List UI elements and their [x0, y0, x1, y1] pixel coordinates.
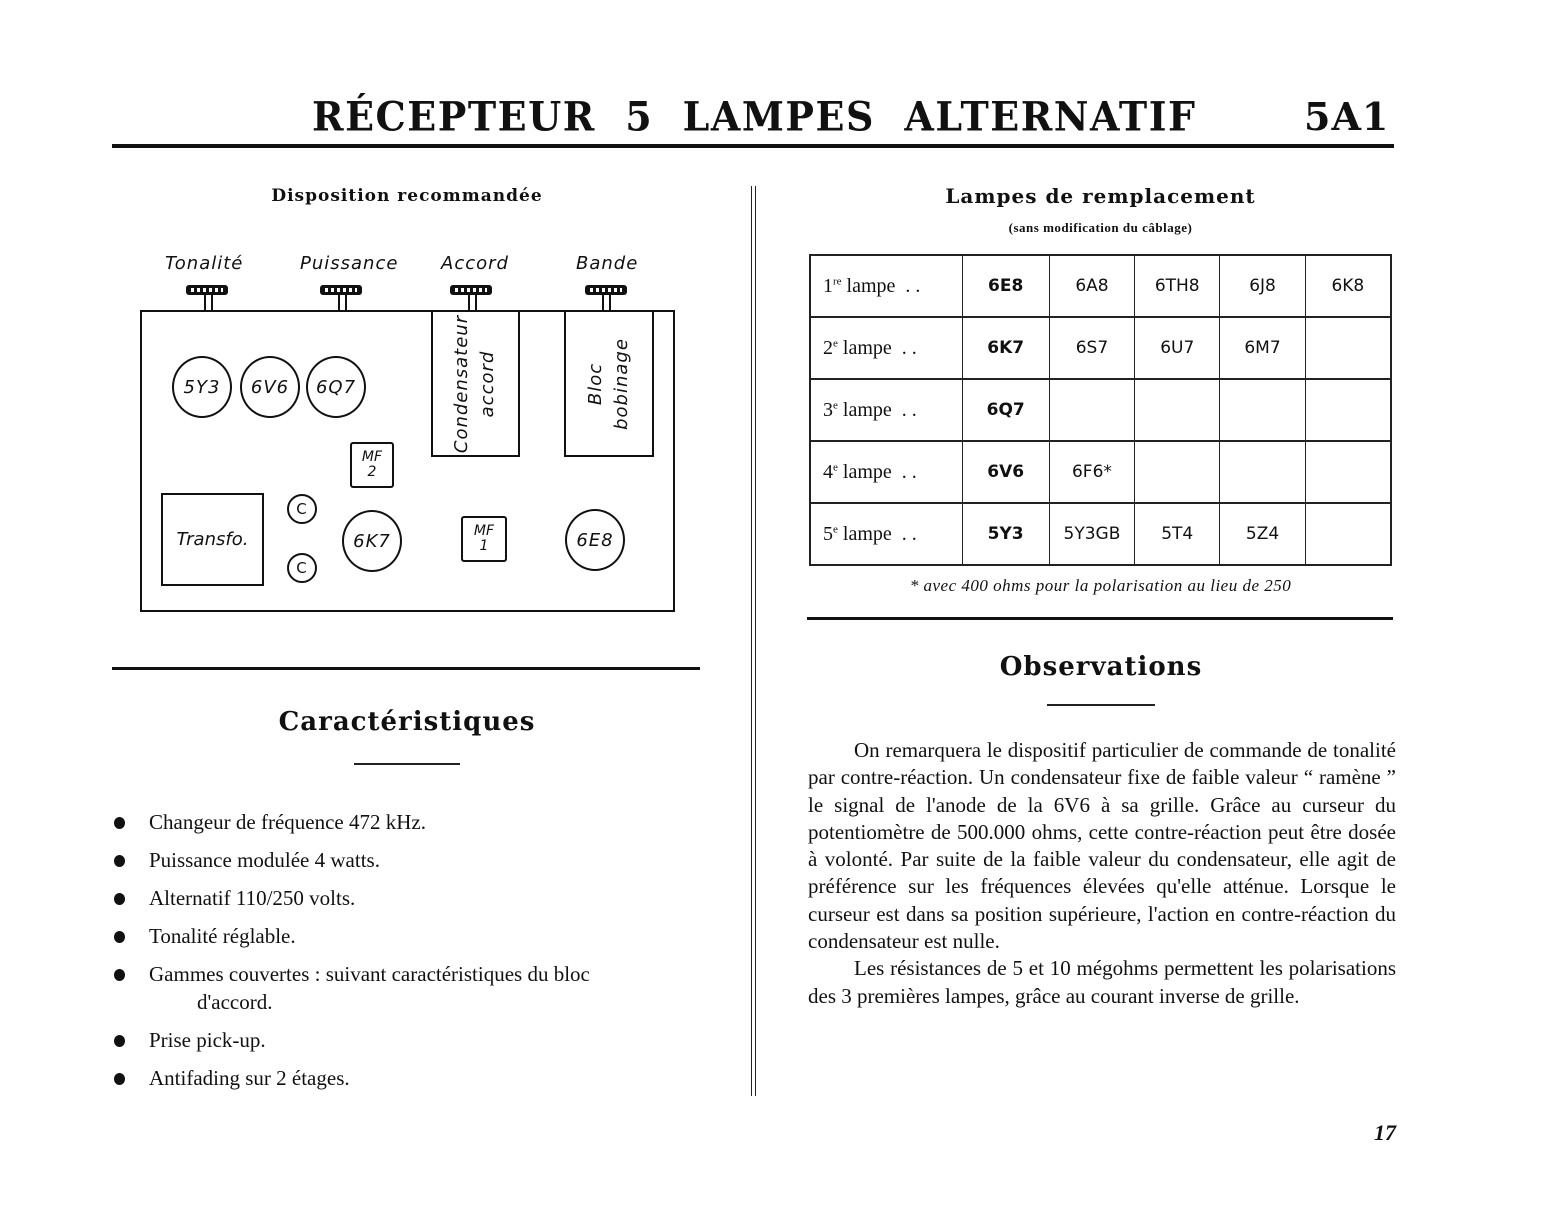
- list-item: [112, 960, 712, 1016]
- alternative-tube: [1220, 441, 1305, 503]
- page-number: 17: [1374, 1120, 1396, 1145]
- row-label: [810, 503, 962, 565]
- coil-label-2: bobinage: [611, 337, 632, 430]
- item-text-continued: d'accord.: [197, 990, 273, 1014]
- item-text: Tonalité réglable.: [149, 924, 296, 948]
- alternative-tube: 5Z4: [1220, 503, 1305, 565]
- observations-body: [808, 737, 1396, 1010]
- knob-shaft: [338, 295, 347, 310]
- page-title: RÉCEPTEUR 5 LAMPES ALTERNATIF: [312, 92, 1197, 141]
- coil-label-1: Bloc: [585, 362, 606, 405]
- row-label: [810, 441, 962, 503]
- list-item: [112, 808, 712, 836]
- mf1-label: MF: [473, 523, 495, 539]
- ordinal-suffix: e: [833, 460, 838, 473]
- knob-tonalite-icon: [186, 285, 228, 295]
- capacitor-2: C: [287, 553, 317, 583]
- knob-shaft: [602, 295, 611, 310]
- alternative-tube: [1135, 379, 1220, 441]
- bullet-icon: [114, 1035, 125, 1047]
- knob-shaft: [468, 295, 477, 310]
- condenser-label-1: Condensateur: [451, 314, 473, 453]
- primary-tube: 6E8: [962, 255, 1049, 317]
- bullet-icon: [114, 1073, 125, 1085]
- alternative-tube: 6A8: [1049, 255, 1134, 317]
- item-text: Puissance modulée 4 watts.: [149, 848, 380, 872]
- condenser-block: [431, 310, 520, 457]
- bullet-icon: [114, 931, 125, 943]
- item-text: Gammes couvertes : suivant caractéristiques du bloc: [149, 962, 590, 986]
- alternative-tube: 5Y3GB: [1049, 503, 1134, 565]
- bullet-icon: [114, 893, 125, 905]
- if-transformer-1: [461, 516, 507, 562]
- ordinal: 3: [823, 398, 833, 421]
- item-text: Antifading sur 2 étages.: [149, 1066, 350, 1090]
- alternative-tube: [1305, 503, 1391, 565]
- lamp-label: lampe . .: [837, 336, 917, 359]
- table-row: [810, 317, 1391, 379]
- alternative-tube: 5T4: [1135, 503, 1220, 565]
- list-item: [112, 884, 712, 912]
- table-row: [810, 503, 1391, 565]
- primary-tube: 6K7: [962, 317, 1049, 379]
- characteristics-title: Caractéristiques: [278, 707, 536, 737]
- characteristics-list: [112, 808, 712, 1102]
- ordinal-suffix: re: [833, 274, 842, 287]
- alternative-tube: 6S7: [1049, 317, 1134, 379]
- alternative-tube: 6U7: [1135, 317, 1220, 379]
- bullet-icon: [114, 855, 125, 867]
- mf2-label: MF: [361, 449, 383, 465]
- coil-block: [564, 310, 654, 457]
- ordinal: 4: [823, 460, 833, 483]
- ordinal-suffix: e: [833, 522, 838, 535]
- section-rule: [112, 667, 700, 670]
- tube-5y3: 5Y3: [172, 356, 232, 418]
- alternative-tube: [1049, 379, 1134, 441]
- capacitor-1: C: [287, 494, 317, 524]
- alternative-tube: [1305, 441, 1391, 503]
- ordinal: 2: [823, 336, 833, 359]
- knob-bande-icon: [585, 285, 627, 295]
- knob-label-accord: Accord: [441, 253, 509, 274]
- alternative-tube: 6K8: [1305, 255, 1391, 317]
- alternative-tube: [1220, 379, 1305, 441]
- observation-paragraph: Les résistances de 5 et 10 mégohms permettent les polarisations des 3 premières lampes, grâce au courant inverse de grille.: [808, 956, 1396, 1008]
- table-row: [810, 255, 1391, 317]
- condenser-label-2: accord: [477, 350, 499, 417]
- transformer-block: Transfo.: [161, 493, 264, 586]
- primary-tube: 6Q7: [962, 379, 1049, 441]
- knob-accord-icon: [450, 285, 492, 295]
- lamp-label: lampe . .: [837, 522, 917, 545]
- title-underline: [354, 763, 460, 765]
- table-row: [810, 379, 1391, 441]
- tube-6v6: 6V6: [240, 356, 300, 418]
- ordinal-suffix: e: [833, 336, 838, 349]
- layout-diagram: [0, 0, 760, 660]
- tube-6k7: 6K7: [342, 510, 402, 572]
- alternative-tube: [1305, 317, 1391, 379]
- row-label: [810, 255, 962, 317]
- item-text: Prise pick-up.: [149, 1028, 266, 1052]
- alternative-tube: [1305, 379, 1391, 441]
- mf2-number: 2: [367, 464, 377, 480]
- model-code: 5A1: [1304, 94, 1390, 139]
- list-item: [112, 1026, 712, 1054]
- primary-tube: 6V6: [962, 441, 1049, 503]
- ordinal: 5: [823, 522, 833, 545]
- bullet-icon: [114, 969, 125, 981]
- list-item: [112, 1064, 712, 1092]
- table-row: [810, 441, 1391, 503]
- item-text: Changeur de fréquence 472 kHz.: [149, 810, 426, 834]
- alternative-tube: 6M7: [1220, 317, 1305, 379]
- alternative-tube: 6J8: [1220, 255, 1305, 317]
- tube-6e8: 6E8: [565, 509, 625, 571]
- section-rule: [807, 617, 1393, 620]
- alternative-tube: 6TH8: [1135, 255, 1220, 317]
- replacement-table: [809, 254, 1392, 566]
- tube-6q7: 6Q7: [306, 356, 366, 418]
- knob-label-bande: Bande: [576, 253, 639, 274]
- mf1-number: 1: [479, 538, 489, 554]
- knob-label-puissance: Puissance: [300, 253, 399, 274]
- row-label: [810, 379, 962, 441]
- replacement-subtitle: (sans modification du câblage): [1008, 220, 1193, 235]
- if-transformer-2: [350, 442, 394, 488]
- alternative-tube: 6F6*: [1049, 441, 1134, 503]
- observation-paragraph: On remarquera le dispositif particulier de commande de tonalité par contre-réaction. Un condensateur fixe de faible valeur “ ramène ” le signal de l'anode de la 6V6 à sa grille. Grâce au curseur du potentiomètre de 500.000 ohms, cette contre-réaction peut être dosée à volonté. Par suite de la faible valeur du condensateur, elle agit de préférence sur les fréquences élevées qu'elle atténue. Lorsque le curseur est dans sa position supérieure, l'action en contre-réaction du condensateur est nulle.: [808, 738, 1396, 954]
- item-text: Alternatif 110/250 volts.: [149, 886, 356, 910]
- list-item: [112, 922, 712, 950]
- diagram-title: Disposition recommandée: [271, 186, 543, 206]
- lamp-label: lampe . .: [837, 460, 917, 483]
- replacement-title: Lampes de remplacement: [945, 184, 1256, 208]
- bullet-icon: [114, 817, 125, 829]
- title-underline: [1047, 704, 1155, 706]
- table-footnote: * avec 400 ohms pour la polarisation au lieu de 250: [909, 576, 1292, 595]
- primary-tube: 5Y3: [962, 503, 1049, 565]
- list-item: [112, 846, 712, 874]
- ordinal-suffix: e: [833, 398, 838, 411]
- observations-title: Observations: [999, 652, 1203, 682]
- lamp-label: lampe . .: [837, 398, 917, 421]
- row-label: [810, 317, 962, 379]
- knob-label-tonalite: Tonalité: [165, 253, 244, 274]
- lamp-label: lampe . .: [841, 274, 921, 297]
- knob-shaft: [204, 295, 213, 310]
- alternative-tube: [1135, 441, 1220, 503]
- knob-puissance-icon: [320, 285, 362, 295]
- ordinal: 1: [823, 274, 833, 297]
